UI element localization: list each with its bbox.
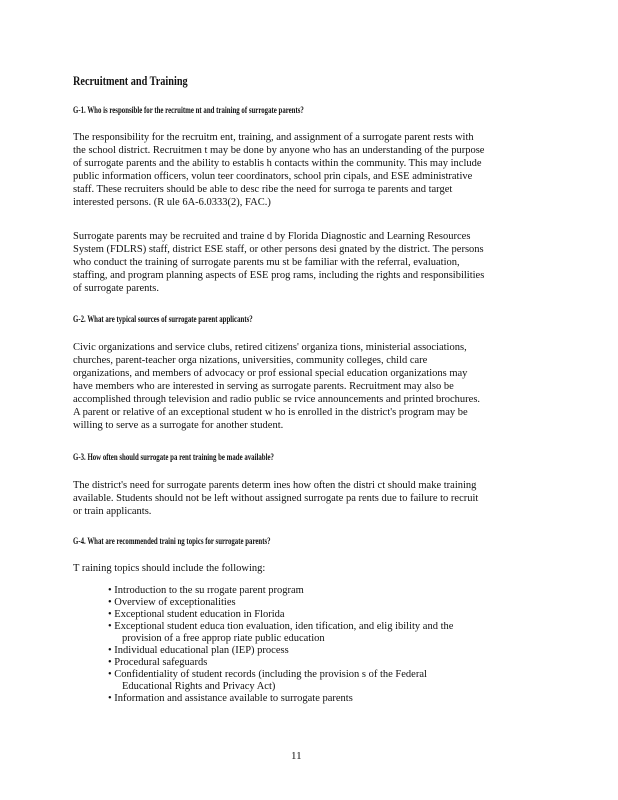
list-item-continuation: Educational Rights and Privacy Act) xyxy=(122,681,276,692)
text-line: interested persons. (R ule 6A-6.0333(2), FAC.) xyxy=(73,197,271,208)
section-heading: Recruitment and Training xyxy=(73,74,188,88)
text-line: Civic organizations and service clubs, retired citizens' organiza tions, ministerial associations, xyxy=(73,342,467,353)
text-line: accomplished through television and radio public se rvice announcements and printed brochures. xyxy=(73,394,481,405)
answer-g1-paragraph-2 xyxy=(73,230,533,295)
list-item: • Individual educational plan (IEP) process xyxy=(108,645,289,656)
list-item-continuation: provision of a free approp riate public education xyxy=(122,633,325,644)
text-line: A parent or relative of an exceptional student w ho is enrolled in the district's program may be xyxy=(73,407,468,418)
text-line: churches, parent-teacher orga nizations, universities, community colleges, child care xyxy=(73,355,428,366)
text-line: The responsibility for the recruitm ent, training, and assignment of a surrogate parent rests with xyxy=(73,132,474,143)
text-line: who conduct the training of surrogate parents mu st be familiar with the referral, evaluation, xyxy=(73,257,460,268)
text-line: of surrogate parents. xyxy=(73,283,160,294)
text-line: willing to serve as a surrogate for another student. xyxy=(73,420,284,431)
text-line: or train applicants. xyxy=(73,506,152,517)
text-line: organizations, and members of advocacy or prof essional special education organizations may xyxy=(73,368,468,379)
text-line: staff. These recruiters should be able to desc ribe the need for surroga te parents and target xyxy=(73,184,453,195)
text-line: System (FDLRS) staff, district ESE staff, or other persons desi gnated by the district. The persons xyxy=(73,244,484,255)
text-line: The district's need for surrogate parents determ ines how often the distri ct should make training xyxy=(73,480,477,491)
list-item: • Overview of exceptionalities xyxy=(108,597,236,608)
answer-g2 xyxy=(73,341,533,432)
text-line: staffing, and program planning aspects of ESE prog rams, including the rights and responsibilities xyxy=(73,270,485,281)
list-item: • Exceptional student education in Florida xyxy=(108,609,285,620)
answer-g3 xyxy=(73,479,533,518)
text-line: public information officers, volun teer coordinators, school prin cipals, and ESE administrative xyxy=(73,171,473,182)
text-line: Surrogate parents may be recruited and traine d by Florida Diagnostic and Learning Resources xyxy=(73,231,471,242)
text-line: of surrogate parents and the ability to establis h contacts within the community. This may include xyxy=(73,158,482,169)
question-g4: G-4. What are recommended traini ng topics for surrogate parents? xyxy=(73,537,271,547)
question-g2: G-2. What are typical sources of surrogate parent applicants? xyxy=(73,315,253,325)
question-g1: G-1. Who is responsible for the recruitme nt and training of surrogate parents? xyxy=(73,106,304,116)
answer-g4-intro: T raining topics should include the following: xyxy=(73,563,266,574)
text-line: available. Students should not be left without assigned surrogate pa rents due to failure to recruit xyxy=(73,493,479,504)
list-item: • Information and assistance available to surrogate parents xyxy=(108,693,353,704)
question-g3: G-3. How often should surrogate pa rent training be made available? xyxy=(73,453,274,463)
list-item: • Procedural safeguards xyxy=(108,657,208,668)
list-item: • Confidentiality of student records (including the provision s of the Federal Educational Rights and Privacy Act) xyxy=(108,669,528,693)
answer-g1-paragraph-1 xyxy=(73,131,533,209)
list-item: • Introduction to the su rrogate parent program xyxy=(108,585,304,596)
training-topics-list xyxy=(108,585,528,705)
page-number: 11 xyxy=(291,750,302,762)
list-item: • Exceptional student educa tion evaluation, iden tification, and elig ibility and the provision of a free approp riate public education xyxy=(108,621,528,645)
text-line: have members who are interested in serving as surrogate parents. Recruitment may also be xyxy=(73,381,454,392)
text-line: the school district. Recruitmen t may be done by anyone who has an understanding of the purpose xyxy=(73,145,485,156)
